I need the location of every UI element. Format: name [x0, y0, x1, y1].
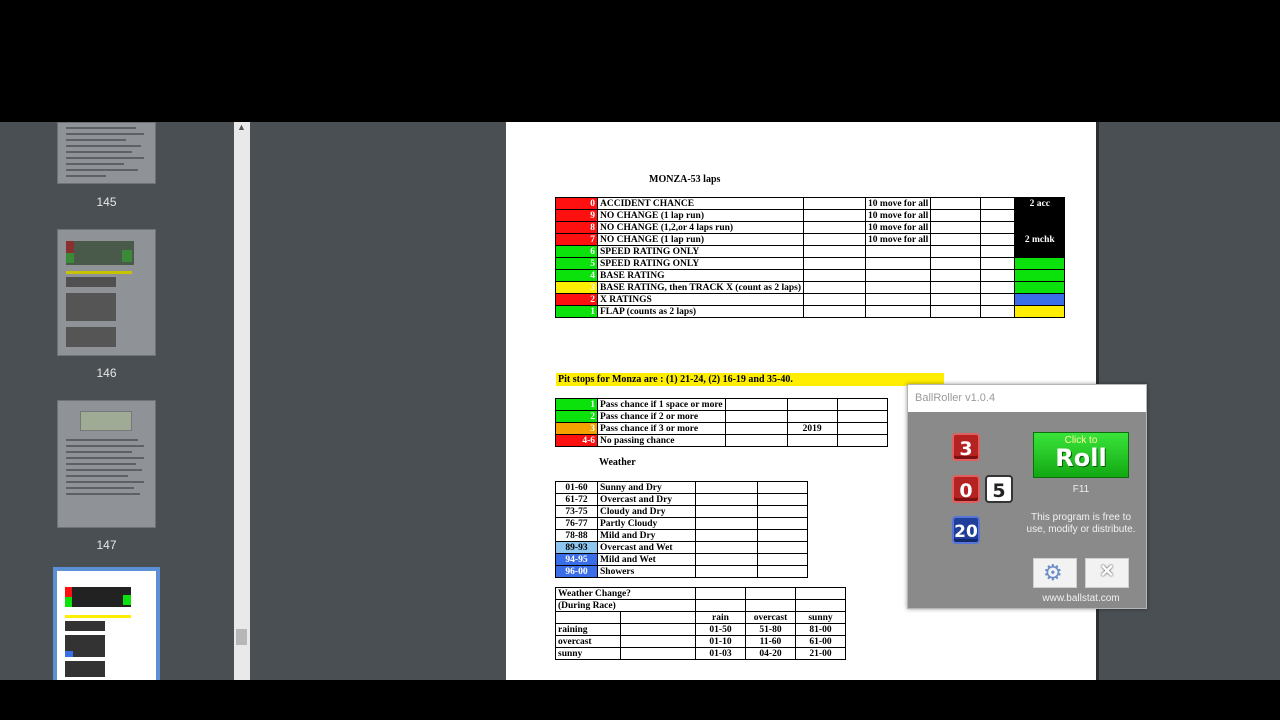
row-label: Pass chance if 1 space or more	[598, 399, 726, 411]
table-cell	[804, 246, 866, 258]
table-row	[556, 600, 846, 612]
table-cell	[931, 222, 981, 234]
row-label: X RATINGS	[598, 294, 804, 306]
side-cell	[1015, 210, 1065, 222]
table-cell	[981, 246, 1015, 258]
scroll-thumb[interactable]	[236, 629, 247, 645]
table-row	[556, 234, 1065, 246]
table-cell	[758, 482, 808, 494]
weather-label: Mild and Dry	[598, 530, 696, 542]
row-note	[866, 258, 931, 270]
passing-table	[555, 398, 888, 447]
weather-range: 89-93	[556, 542, 598, 554]
weather-heading: Weather	[599, 457, 636, 468]
top-black-bar	[0, 0, 1280, 122]
table-cell	[621, 624, 696, 636]
change-value: 81-00	[796, 624, 846, 636]
table-cell	[696, 530, 758, 542]
table-cell	[758, 506, 808, 518]
ballroller-dialog[interactable]	[907, 384, 1147, 609]
table-cell	[758, 518, 808, 530]
change-value: 04-20	[746, 648, 796, 660]
website-link[interactable]: www.ballstat.com	[1042, 593, 1120, 604]
table-row	[556, 222, 1065, 234]
table-cell	[931, 246, 981, 258]
row-number: 3	[556, 282, 598, 294]
row-number: 8	[556, 222, 598, 234]
table-cell	[931, 270, 981, 282]
table-cell	[804, 222, 866, 234]
row-label: SPEED RATING ONLY	[598, 246, 804, 258]
weather-range: 76-77	[556, 518, 598, 530]
row-label: No passing chance	[598, 435, 726, 447]
change-title: Weather Change?	[556, 588, 696, 600]
table-cell	[621, 648, 696, 660]
change-value: 01-10	[696, 636, 746, 648]
table-cell	[621, 636, 696, 648]
table-cell	[796, 600, 846, 612]
weather-label: Sunny and Dry	[598, 482, 696, 494]
side-cell: 2 mchk	[1015, 234, 1065, 246]
row-number: 3	[556, 423, 598, 435]
table-cell	[981, 294, 1015, 306]
table-cell	[804, 306, 866, 318]
table-cell	[696, 588, 746, 600]
table-row	[556, 294, 1065, 306]
table-cell	[696, 554, 758, 566]
table-row	[556, 648, 846, 660]
weather-change-table	[555, 587, 846, 660]
table-cell	[837, 435, 887, 447]
die-red-middle: 0	[952, 475, 980, 503]
row-number: 1	[556, 306, 598, 318]
row-note: 2019	[787, 423, 837, 435]
row-number: 1	[556, 399, 598, 411]
change-row-label: overcast	[556, 636, 621, 648]
weather-label: Cloudy and Dry	[598, 506, 696, 518]
side-cell	[1015, 282, 1065, 294]
table-row	[556, 612, 846, 624]
table-cell	[696, 600, 746, 612]
table-row	[556, 258, 1065, 270]
scroll-up-arrow-icon[interactable]: ▲	[237, 122, 246, 132]
close-button[interactable]	[1085, 558, 1129, 588]
settings-button[interactable]	[1033, 558, 1077, 588]
row-label: ACCIDENT CHANCE	[598, 198, 804, 210]
thumbnail-number: 147	[96, 538, 117, 552]
weather-range: 96-00	[556, 566, 598, 578]
row-note	[866, 246, 931, 258]
table-row	[556, 494, 808, 506]
table-cell	[931, 198, 981, 210]
table-cell	[556, 612, 621, 624]
weather-label: Overcast and Dry	[598, 494, 696, 506]
table-row	[556, 588, 846, 600]
row-label: Pass chance if 3 or more	[598, 423, 726, 435]
die-blue: 20	[952, 516, 980, 544]
weather-label: Overcast and Wet	[598, 542, 696, 554]
table-cell	[804, 234, 866, 246]
row-note	[787, 411, 837, 423]
license-text: This program is free to use, modify or distribute.	[1026, 512, 1136, 535]
side-cell	[1015, 258, 1065, 270]
table-cell	[981, 234, 1015, 246]
shortcut-label: F11	[1072, 484, 1090, 495]
table-cell	[804, 270, 866, 282]
change-value: 11-60	[746, 636, 796, 648]
row-label: SPEED RATING ONLY	[598, 258, 804, 270]
thumbnail-number: 145	[96, 195, 117, 209]
change-value: 21-00	[796, 648, 846, 660]
table-cell	[696, 482, 758, 494]
side-cell: 2 acc	[1015, 198, 1065, 210]
table-cell	[758, 554, 808, 566]
row-number: 4	[556, 270, 598, 282]
weather-range: 01-60	[556, 482, 598, 494]
change-value: 01-03	[696, 648, 746, 660]
table-row	[556, 435, 888, 447]
table-cell	[696, 566, 758, 578]
table-row	[556, 566, 808, 578]
row-number: 2	[556, 294, 598, 306]
row-number: 4-6	[556, 435, 598, 447]
table-cell	[796, 588, 846, 600]
table-row	[556, 554, 808, 566]
table-row	[556, 411, 888, 423]
table-cell	[981, 306, 1015, 318]
row-note	[787, 399, 837, 411]
table-cell	[837, 399, 887, 411]
table-cell	[758, 542, 808, 554]
table-cell	[931, 306, 981, 318]
die-red-top: 3	[952, 433, 980, 461]
table-row	[556, 210, 1065, 222]
row-note: 10 move for all	[866, 222, 931, 234]
table-cell	[931, 294, 981, 306]
table-cell	[696, 542, 758, 554]
row-number: 6	[556, 246, 598, 258]
table-row	[556, 399, 888, 411]
weather-label: Partly Cloudy	[598, 518, 696, 530]
die-white: 5	[985, 475, 1013, 503]
close-icon: ✕	[1099, 561, 1115, 581]
row-note: 10 move for all	[866, 210, 931, 222]
weather-range: 73-75	[556, 506, 598, 518]
row-label: FLAP (counts as 2 laps)	[598, 306, 804, 318]
row-label: NO CHANGE (1 lap run)	[598, 210, 804, 222]
thumbnail-sidebar[interactable]	[0, 122, 234, 680]
weather-range: 78-88	[556, 530, 598, 542]
row-number: 0	[556, 198, 598, 210]
roll-button-label: Roll	[1055, 444, 1107, 472]
table-row	[556, 482, 808, 494]
table-cell	[981, 198, 1015, 210]
table-cell	[696, 506, 758, 518]
thumbnail-page-146[interactable]	[57, 229, 156, 356]
row-number: 2	[556, 411, 598, 423]
table-row	[556, 270, 1065, 282]
table-cell	[931, 282, 981, 294]
row-note	[866, 294, 931, 306]
table-cell	[746, 600, 796, 612]
roll-button[interactable]	[1033, 432, 1129, 478]
row-number: 7	[556, 234, 598, 246]
weather-range: 94-95	[556, 554, 598, 566]
thumbnail-page-145[interactable]	[57, 122, 156, 184]
gear-icon: ⚙	[1043, 560, 1063, 585]
table-cell	[696, 518, 758, 530]
table-row	[556, 306, 1065, 318]
row-note: 10 move for all	[866, 234, 931, 246]
table-cell	[981, 270, 1015, 282]
table-row	[556, 624, 846, 636]
side-cell	[1015, 306, 1065, 318]
change-value: 51-80	[746, 624, 796, 636]
table-cell	[758, 494, 808, 506]
roll-button-caption: Click to	[1064, 435, 1098, 446]
page-title: MONZA-53 laps	[649, 174, 721, 185]
row-note	[787, 435, 837, 447]
change-header: sunny	[796, 612, 846, 624]
row-label: Pass chance if 2 or more	[598, 411, 726, 423]
table-cell	[931, 210, 981, 222]
table-cell	[837, 411, 887, 423]
row-label: BASE RATING	[598, 270, 804, 282]
table-cell	[931, 258, 981, 270]
table-cell	[621, 612, 696, 624]
row-note	[866, 306, 931, 318]
side-cell	[1015, 270, 1065, 282]
table-cell	[981, 222, 1015, 234]
bottom-black-bar	[0, 680, 1280, 720]
table-cell	[758, 530, 808, 542]
row-note: 10 move for all	[866, 198, 931, 210]
table-cell	[725, 435, 787, 447]
table-cell	[804, 258, 866, 270]
table-cell	[804, 294, 866, 306]
dialog-title: BallRoller v1.0.4	[908, 385, 1146, 412]
change-value: 61-00	[796, 636, 846, 648]
thumbnail-page-current[interactable]	[53, 567, 160, 680]
table-cell	[725, 399, 787, 411]
table-cell	[725, 411, 787, 423]
thumbnail-number: 146	[96, 366, 117, 380]
main-roll-table	[555, 197, 1065, 318]
vertical-scrollbar[interactable]	[234, 122, 250, 680]
side-cell	[1015, 294, 1065, 306]
table-cell	[725, 423, 787, 435]
weather-range: 61-72	[556, 494, 598, 506]
table-cell	[804, 210, 866, 222]
side-cell	[1015, 246, 1065, 258]
table-row	[556, 636, 846, 648]
table-row	[556, 542, 808, 554]
table-cell	[696, 494, 758, 506]
table-cell	[931, 234, 981, 246]
table-cell	[804, 198, 866, 210]
weather-label: Showers	[598, 566, 696, 578]
side-cell	[1015, 222, 1065, 234]
change-header: rain	[696, 612, 746, 624]
change-header: overcast	[746, 612, 796, 624]
row-note	[866, 270, 931, 282]
row-label: BASE RATING, then TRACK X (count as 2 laps)	[598, 282, 804, 294]
change-row-label: raining	[556, 624, 621, 636]
row-note	[866, 282, 931, 294]
table-row	[556, 518, 808, 530]
weather-table	[555, 481, 808, 578]
thumbnail-page-147[interactable]	[57, 400, 156, 528]
row-label: NO CHANGE (1 lap run)	[598, 234, 804, 246]
table-cell	[746, 588, 796, 600]
table-cell	[837, 423, 887, 435]
table-row	[556, 423, 888, 435]
table-row	[556, 198, 1065, 210]
table-row	[556, 246, 1065, 258]
table-row	[556, 530, 808, 542]
change-subtitle: (During Race)	[556, 600, 696, 612]
table-cell	[804, 282, 866, 294]
table-cell	[981, 258, 1015, 270]
table-cell	[981, 282, 1015, 294]
table-row	[556, 282, 1065, 294]
row-number: 9	[556, 210, 598, 222]
change-row-label: sunny	[556, 648, 621, 660]
table-cell	[758, 566, 808, 578]
pit-stops-banner: Pit stops for Monza are : (1) 21-24, (2) 16-19 and 35-40.	[556, 373, 944, 386]
table-cell	[981, 210, 1015, 222]
row-label: NO CHANGE (1,2,or 4 laps run)	[598, 222, 804, 234]
table-row	[556, 506, 808, 518]
row-number: 5	[556, 258, 598, 270]
weather-label: Mild and Wet	[598, 554, 696, 566]
change-value: 01-50	[696, 624, 746, 636]
